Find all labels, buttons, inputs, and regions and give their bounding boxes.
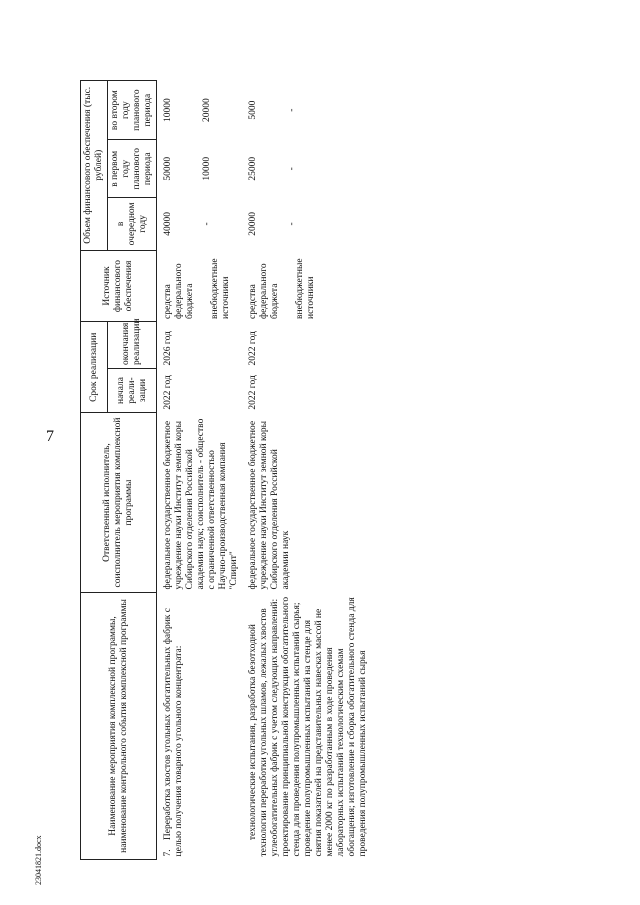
header-year-first: в первом году планового периода (108, 140, 157, 198)
value: - (287, 108, 298, 112)
value: - (287, 222, 298, 226)
row-name-cell (242, 593, 371, 860)
row-name: технологические испытания, разработка безотходной технологии переработки угольных шламов, лежалых хвостов углеобогатительных фабрик с учетом следующих направлений: проектирование принципиальной конструкции обогатительного стенда для проведения полупромышленных испытаний сырья; проведение полупромышленных испытаний на стенде для снятия показателей на представительных навесках массой не менее 2000 кг по разработанным в ходе проведения лабораторных испытаний технологическим схемам обогащения; изготовление и сборка обогатительного стенда для проведения полупромышленных испытаний сырья (248, 596, 369, 857)
row-sources (157, 250, 243, 322)
row-end: 2022 год (248, 331, 259, 366)
header-name: Наименование мероприятия комплексной программы, наименование контрольного события комплексной программы (81, 593, 157, 860)
row-current (157, 198, 243, 250)
row-sources (242, 250, 371, 322)
document-sheet (80, 80, 620, 860)
header-term-start: начала реали-зации (108, 368, 157, 412)
value: 50000 (163, 156, 174, 181)
table-row (242, 81, 371, 860)
value: 25000 (248, 156, 259, 181)
source-extrabudget: внебюджетные источники (295, 258, 317, 319)
page-number: 7 (46, 428, 54, 445)
row-executor: федеральное государственное бюджетное учреждение науки Институт земной коры Сибирского отделения Российской академии наук; соисполнитель - общество с ограниченной ответственностью Научно-производственная компания "Спирит" (163, 418, 240, 590)
row-first (242, 140, 371, 198)
source-extrabudget: внебюджетные источники (210, 258, 232, 319)
document-id: 23041821.docx (34, 835, 43, 885)
row-second (242, 81, 371, 140)
header-executor: Ответственный исполнитель, соисполнитель мероприятия комплексной программы (81, 413, 157, 593)
header-funding: Объем финансового обеспечения (тыс. рублей) (81, 81, 108, 251)
row-number: 7. (163, 849, 174, 857)
value: 5000 (248, 100, 259, 120)
value: 40000 (163, 212, 174, 236)
value: 20000 (202, 98, 213, 123)
value: - (202, 222, 213, 226)
row-name-cell (157, 593, 243, 860)
row-end: 2026 год (163, 331, 174, 366)
value: - (287, 167, 298, 171)
header-year-second: во втором году планового периода (108, 81, 157, 140)
header-term: Срок реализации (81, 322, 108, 413)
header-year-current: в очередном году (108, 198, 157, 250)
source-federal: средства федерального бюджета (163, 263, 196, 319)
source-federal: средства федерального бюджета (248, 263, 281, 319)
row-start: 2022 год (163, 375, 174, 410)
row-start: 2022 год (248, 375, 259, 410)
value: 10000 (163, 98, 174, 123)
row-second (157, 81, 243, 140)
value: 20000 (248, 212, 259, 236)
value: 10000 (202, 156, 213, 181)
table-row (157, 81, 243, 860)
row-current (242, 198, 371, 250)
funding-table (80, 80, 371, 860)
row-executor: федеральное государственное бюджетное учреждение науки Институт земной коры Сибирского отделения Российской академии наук (248, 420, 292, 590)
row-first (157, 140, 243, 198)
row-name: Переработка хвостов угольных обогатительных фабрик с целью получения товарного угольного концентрата: (163, 608, 185, 857)
header-term-end: окончания реализации (108, 322, 157, 368)
header-source: Источник финансового обеспечения (81, 250, 157, 322)
